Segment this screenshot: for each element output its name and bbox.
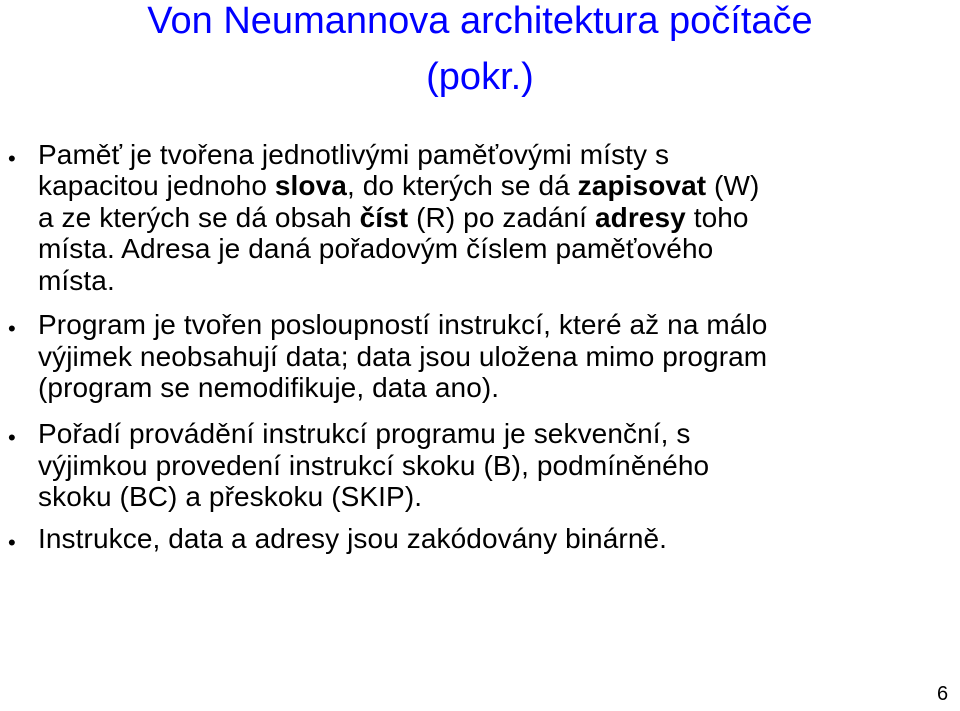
bullet-1-line-3: a ze kterých se dá obsah číst (R) po zadání adresy toho: [38, 202, 749, 233]
slide-title-line-2: (pokr.): [426, 56, 534, 98]
bullet-3-line-2: výjimkou provedení instrukcí skoku (B), podmíněného: [38, 450, 710, 481]
bullet-4-line-1: Instrukce, data a adresy jsou zakódovány binárně.: [38, 523, 668, 554]
bullet-1-marker: •: [8, 146, 16, 171]
term-slova: slova: [274, 170, 347, 201]
term-zapisovat: zapisovat: [577, 170, 707, 201]
bullet-2-line-1: Program je tvořen posloupností instrukcí, které až na málo: [38, 309, 768, 340]
bullet-1-line-2: kapacitou jednoho slova, do kterých se dá zapisovat (W): [38, 170, 760, 201]
bullet-3-line-1: Pořadí provádění instrukcí programu je sekvenční, s: [38, 418, 691, 449]
slide-title-line-1: Von Neumannova architektura počítače: [147, 0, 813, 42]
bullet-1-line-5: místa.: [38, 265, 115, 296]
bullet-2-line-2: výjimek neobsahují data; data jsou uložena mimo program: [38, 341, 768, 372]
bullet-2-marker: •: [8, 316, 16, 341]
bullet-1-line-1: Paměť je tvořena jednotlivými paměťovými místy s: [38, 139, 670, 170]
bullet-1-line-4: místa. Adresa je daná pořadovým číslem paměťového: [38, 233, 714, 264]
bullet-3-line-3: skoku (BC) a přeskoku (SKIP).: [38, 481, 423, 512]
bullet-3-marker: •: [8, 425, 16, 450]
term-cist: číst: [359, 202, 409, 233]
bullet-4-marker: •: [8, 530, 16, 555]
page-number: 6: [937, 683, 949, 705]
term-adresy: adresy: [594, 202, 686, 233]
bullet-2-line-3: (program se nemodifikuje, data ano).: [38, 372, 500, 403]
